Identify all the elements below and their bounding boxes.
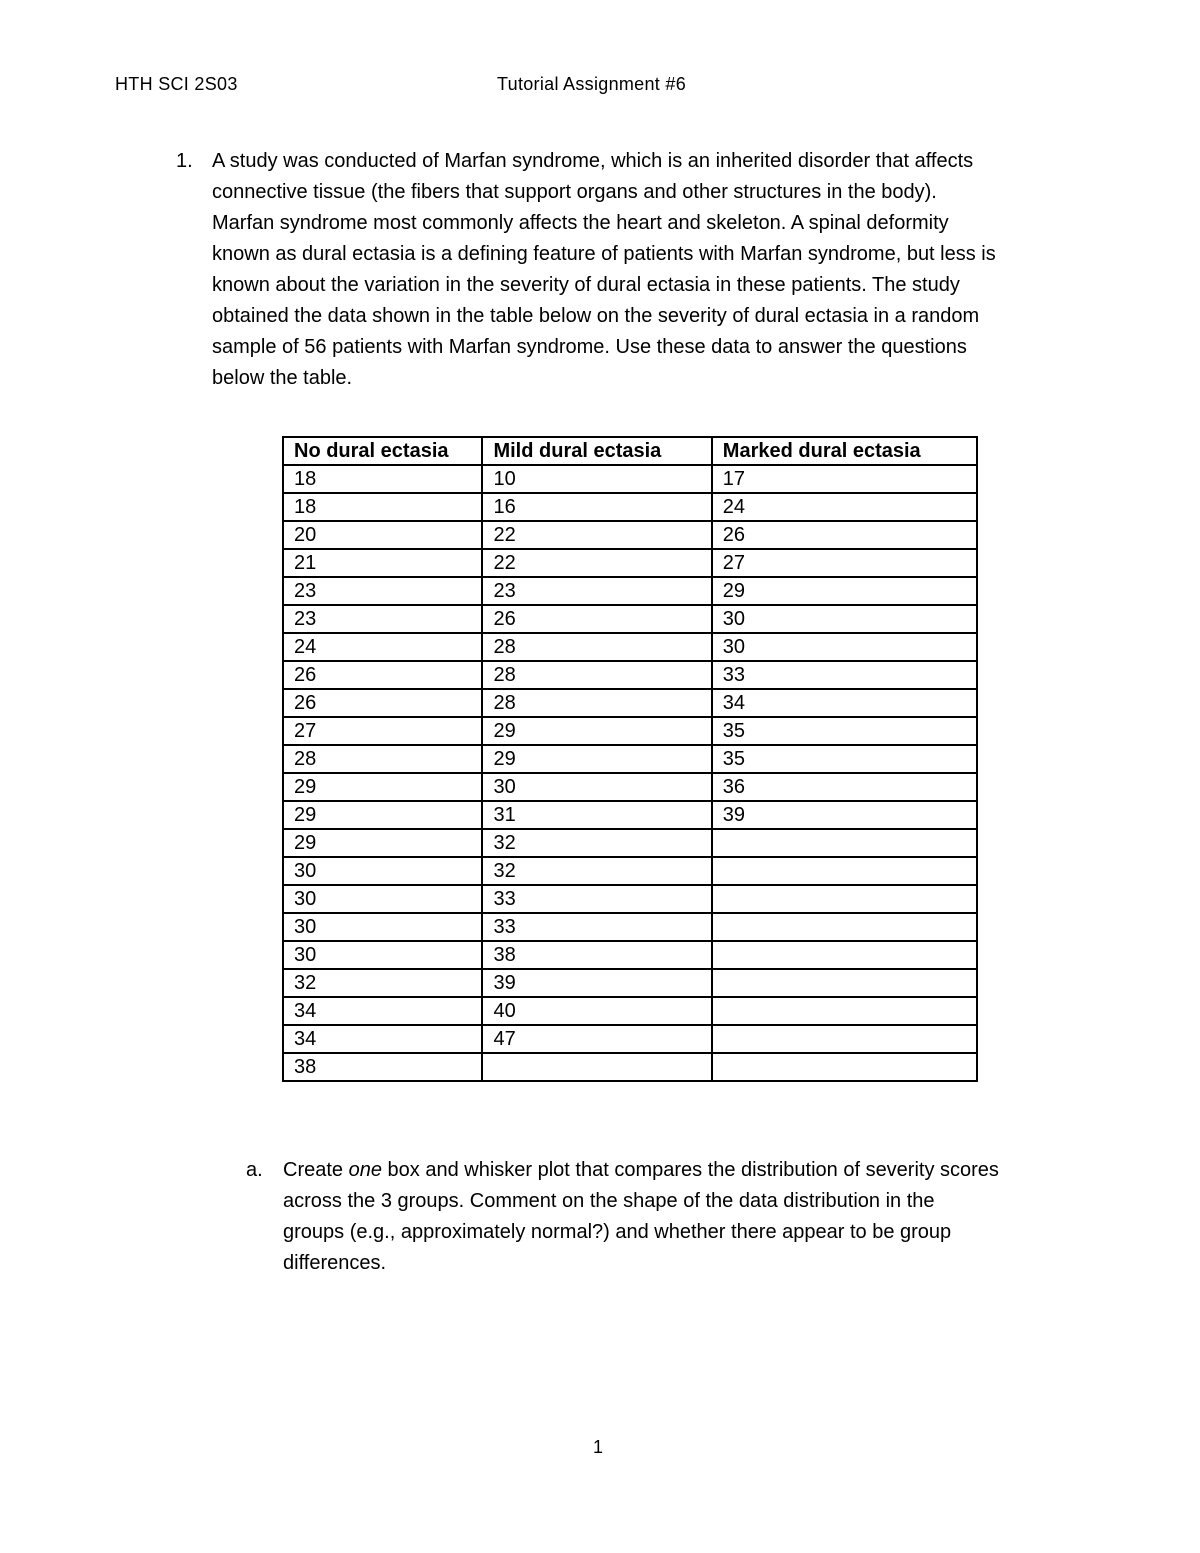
header-marked-dural-ectasia: Marked dural ectasia (712, 437, 977, 465)
question-line: sample of 56 patients with Marfan syndrome. Use these data to answer the questions (212, 336, 967, 358)
question-line: connective tissue (the fibers that support organs and other structures in the body). (212, 181, 937, 203)
table-cell (712, 829, 977, 857)
table-cell: 30 (283, 857, 482, 885)
table-cell: 29 (283, 773, 482, 801)
subquestion-line (283, 1155, 1083, 1186)
table-cell: 26 (283, 661, 482, 689)
subquestion-text-after: box and whisker plot that compares the distribution of severity scores (381, 1159, 999, 1181)
table-cell: 23 (283, 605, 482, 633)
table-cell (712, 969, 977, 997)
question-number: 1. (176, 150, 193, 172)
subquestion-line: across the 3 groups. Comment on the shape of the data distribution in the (283, 1190, 935, 1212)
table-row (283, 717, 977, 745)
table-row (283, 941, 977, 969)
table-row (283, 969, 977, 997)
question-line: below the table. (212, 367, 353, 389)
table-cell: 26 (482, 605, 711, 633)
table-cell: 47 (482, 1025, 711, 1053)
header-mild-dural-ectasia: Mild dural ectasia (482, 437, 711, 465)
table-cell: 32 (482, 857, 711, 885)
table-cell: 40 (482, 997, 711, 1025)
table-row (283, 857, 977, 885)
table-row (283, 801, 977, 829)
table-cell (712, 1053, 977, 1081)
table-cell: 29 (482, 717, 711, 745)
table-cell (712, 1025, 977, 1053)
table-cell: 36 (712, 773, 977, 801)
table-cell: 18 (283, 493, 482, 521)
table-header-row (283, 437, 977, 465)
table-cell (712, 913, 977, 941)
table-cell: 30 (283, 941, 482, 969)
table-cell: 30 (283, 913, 482, 941)
table-cell: 32 (482, 829, 711, 857)
subquestion-line: differences. (283, 1252, 387, 1274)
table-cell: 29 (283, 801, 482, 829)
table-row (283, 1053, 977, 1081)
table-row (283, 773, 977, 801)
table-cell: 22 (482, 549, 711, 577)
question-line: obtained the data shown in the table below on the severity of dural ectasia in a random (212, 305, 980, 327)
table-row (283, 549, 977, 577)
table-cell: 28 (482, 689, 711, 717)
question-line: known as dural ectasia is a defining feature of patients with Marfan syndrome, but less is (212, 243, 996, 265)
table-row (283, 997, 977, 1025)
subquestion-emphasis: one (348, 1159, 382, 1181)
table-cell: 30 (712, 605, 977, 633)
table-cell: 29 (712, 577, 977, 605)
table-cell: 23 (482, 577, 711, 605)
table-row (283, 885, 977, 913)
table-cell: 38 (482, 941, 711, 969)
table-cell: 30 (712, 633, 977, 661)
table-cell (712, 885, 977, 913)
table-cell: 10 (482, 465, 711, 493)
table-row (283, 465, 977, 493)
table-cell: 34 (283, 1025, 482, 1053)
table-row (283, 633, 977, 661)
table-row (283, 493, 977, 521)
severity-data-table (282, 436, 978, 1082)
header-no-dural-ectasia: No dural ectasia (283, 437, 482, 465)
table-cell: 18 (283, 465, 482, 493)
page-number: 1 (593, 1437, 604, 1457)
document-title: Tutorial Assignment #6 (497, 74, 687, 94)
subquestion-letter: a. (246, 1159, 263, 1181)
table-cell: 20 (283, 521, 482, 549)
table-cell: 28 (482, 633, 711, 661)
table-row (283, 689, 977, 717)
table-cell: 33 (482, 885, 711, 913)
table-cell (712, 941, 977, 969)
table-cell: 38 (283, 1053, 482, 1081)
subquestion-text (283, 1155, 1083, 1279)
table-row (283, 829, 977, 857)
table-cell: 26 (283, 689, 482, 717)
table-cell: 39 (482, 969, 711, 997)
table-cell: 28 (482, 661, 711, 689)
table-cell: 31 (482, 801, 711, 829)
subquestion-line: groups (e.g., approximately normal?) and whether there appear to be group (283, 1221, 952, 1243)
table-cell: 17 (712, 465, 977, 493)
table-cell: 26 (712, 521, 977, 549)
question-text (212, 146, 1082, 394)
table-cell: 27 (712, 549, 977, 577)
table-row (283, 1025, 977, 1053)
table-cell: 28 (283, 745, 482, 773)
table-cell (482, 1053, 711, 1081)
table-cell: 16 (482, 493, 711, 521)
question-line: known about the variation in the severity of dural ectasia in these patients. The study (212, 274, 960, 296)
table-cell (712, 997, 977, 1025)
table-cell: 32 (283, 969, 482, 997)
table-cell: 33 (712, 661, 977, 689)
table-cell: 24 (712, 493, 977, 521)
table-row (283, 745, 977, 773)
table-cell: 21 (283, 549, 482, 577)
table-row (283, 661, 977, 689)
table-cell: 24 (283, 633, 482, 661)
table-cell: 30 (482, 773, 711, 801)
subquestion-text-before: Create (283, 1159, 349, 1181)
table-cell: 23 (283, 577, 482, 605)
table-row (283, 521, 977, 549)
table-cell: 35 (712, 745, 977, 773)
table-cell: 35 (712, 717, 977, 745)
table-row (283, 605, 977, 633)
table-cell: 30 (283, 885, 482, 913)
table-row (283, 577, 977, 605)
course-code: HTH SCI 2S03 (115, 74, 238, 94)
table-cell: 39 (712, 801, 977, 829)
table-cell: 27 (283, 717, 482, 745)
table-cell: 29 (283, 829, 482, 857)
table-cell: 29 (482, 745, 711, 773)
question-line: Marfan syndrome most commonly affects the heart and skeleton. A spinal deformity (212, 212, 949, 234)
table-cell: 34 (712, 689, 977, 717)
table-body (283, 465, 977, 1081)
table-cell: 22 (482, 521, 711, 549)
table-cell (712, 857, 977, 885)
table-row (283, 913, 977, 941)
table-cell: 34 (283, 997, 482, 1025)
table-cell: 33 (482, 913, 711, 941)
question-line: A study was conducted of Marfan syndrome, which is an inherited disorder that affects (212, 150, 974, 172)
